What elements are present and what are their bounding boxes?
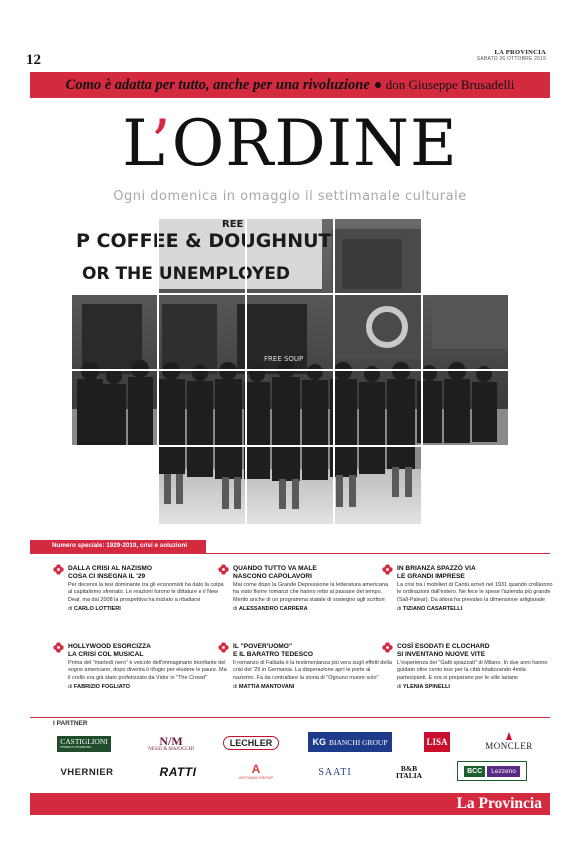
breadline-photo	[72, 219, 508, 524]
article-byline: di FABRIZIO FOGLIATO	[68, 684, 130, 691]
article-body: Mai come dopo la Grande Depressione la letteratura americana ha visto fiorire romanzi che hanno retto al passare del tempo. Merito anche di un programma statale di sostegno agli scrittori	[233, 581, 388, 603]
flower-icon	[53, 642, 64, 653]
logo-ratti[interactable]: RATTI	[159, 765, 197, 779]
sign-soup: FREE SOUP	[264, 355, 304, 363]
logo-bb-italia[interactable]: B&B ITALIA	[395, 763, 423, 780]
title-rest: ORDINE	[171, 107, 458, 181]
partners-divider	[30, 717, 550, 718]
article-title: IL "POVER'UOMO" E IL BARATRO TEDESCO	[233, 643, 313, 658]
logo-bianchi-group[interactable]: KG BIANCHI GROUP	[308, 732, 392, 752]
flower-icon	[382, 642, 393, 653]
moncler-rooster-icon	[504, 731, 514, 741]
masthead	[477, 50, 546, 62]
article-4[interactable]	[68, 643, 228, 690]
article-title: DALLA CRISI AL NAZISMO COSA CI INSEGNA IL '29	[68, 565, 153, 580]
logo-bcc-lezzeno[interactable]: BCC Lezzeno	[457, 761, 527, 781]
article-title: HOLLYWOOD ESORCIZZA LA CRISI COL MUSICAL	[68, 643, 151, 658]
article-title: IN BRIANZA SPAZZÒ VIA LE GRANDI IMPRESE	[397, 565, 476, 580]
article-byline: di TIZIANO CASARTELLI	[397, 606, 463, 613]
page-title	[0, 107, 580, 181]
logo-lisa[interactable]: LISA	[424, 732, 450, 752]
logo-nessi-majocchi[interactable]: N/M NESSI & MAJOCCHI	[148, 733, 194, 752]
sign-top: REE	[222, 219, 244, 230]
article-byline: di YLENIA SPINELLI	[397, 684, 450, 691]
title-apostrophe: ’	[150, 107, 172, 181]
article-body: Il romanzo di Fallada è la testimonianza più vera sugli effetti della crisi del '29 in Germania. La disperazione aprì le porte al nazismo. Fa da contraltare la storia di "Ognuno muore solo"	[233, 659, 392, 681]
logo-vhernier[interactable]: VHERNIER	[60, 766, 114, 778]
logo-lechler[interactable]: LECHLER	[220, 734, 282, 752]
article-2[interactable]	[233, 565, 393, 612]
footer-bar	[30, 793, 550, 815]
logo-moncler[interactable]: MONCLER	[475, 728, 543, 754]
quote-banner	[30, 72, 550, 98]
article-body: La crisi tra i mobilieri di Cantù arrivò nel 1931 quando crollarono le ordinazioni dall'estero. Ne fece le spese l'azienda più grande (Sall-Palear). Da allora ha prevalso la dimensione artigianale	[397, 581, 553, 603]
bullet-icon	[375, 82, 381, 88]
flower-icon	[218, 564, 229, 575]
logo-saati[interactable]: SAATI	[318, 766, 352, 778]
logo-castiglioni[interactable]: CASTIGLIONI FERRO E FERRONE	[50, 733, 118, 755]
masthead-name: LA PROVINCIA	[494, 49, 546, 56]
article-byline: di CARLO LOTTIERI	[68, 606, 121, 613]
flower-icon	[53, 564, 64, 575]
page-number: 12	[26, 52, 41, 68]
partners-label: I PARTNER	[53, 720, 88, 727]
quote-text: Como è adatta per tutto, anche per una rivoluzione	[65, 76, 370, 93]
flower-icon	[382, 564, 393, 575]
article-byline: di ALESSANDRO CARRERA	[233, 606, 308, 613]
section-tag: Numero speciale: 1929-2019, crisi e soluzioni	[30, 540, 206, 553]
footer-logo[interactable]: La Provincia	[456, 795, 542, 812]
article-6[interactable]	[397, 643, 557, 690]
article-body: L'esperienza dei "Gatti spiazzati" di Milano. In due anni hanno guidato oltre cento tour per la città totalizzando 4mila partecipanti. E ora si preparano per le ville lariane	[397, 659, 548, 681]
article-3[interactable]	[397, 565, 557, 612]
flower-icon	[218, 642, 229, 653]
photo-collage	[72, 219, 508, 524]
article-1[interactable]	[68, 565, 228, 612]
sign-line-1: P COFFEE & DOUGHNUT	[76, 230, 332, 252]
masthead-date: SABATO 26 OTTOBRE 2019	[476, 55, 546, 62]
article-5[interactable]	[233, 643, 393, 690]
article-body: Per decenni la tesi dominante tra gli economisti ha dato la colpa al capitalismo sfrenato. Le reazioni furono le dittature e il New Deal, ma dal 2008 la prospettiva ha iniziato a ribaltarsi	[68, 581, 224, 603]
article-title: QUANDO TUTTO VA MALE NASCONO CAPOLAVORI	[233, 565, 317, 580]
article-byline: di MATTIA MANTOVANI	[233, 684, 295, 691]
sign-line-2: OR THE UNEMPLOYED	[82, 264, 290, 284]
section-divider	[30, 553, 550, 554]
quote-author: don Giuseppe Brusadelli	[385, 77, 515, 92]
title-prefix: L	[122, 107, 151, 181]
logo-artsana[interactable]: A ARTSANA GROUP	[238, 761, 274, 780]
article-body: Prima del "martedì nero" è veicolo dell'immaginario trionfante del sogno americano, dopo diventa il rifugio per eludere le paure. Ma il crollo era già stato profetizzato da Vidor in "The Crowd"	[68, 659, 227, 681]
page-subtitle: Ogni domenica in omaggio il settimanale culturale	[113, 189, 467, 204]
article-title: COSÌ ESODATI E CLOCHARD SI INVENTANO NUOVE VITE	[397, 643, 490, 658]
